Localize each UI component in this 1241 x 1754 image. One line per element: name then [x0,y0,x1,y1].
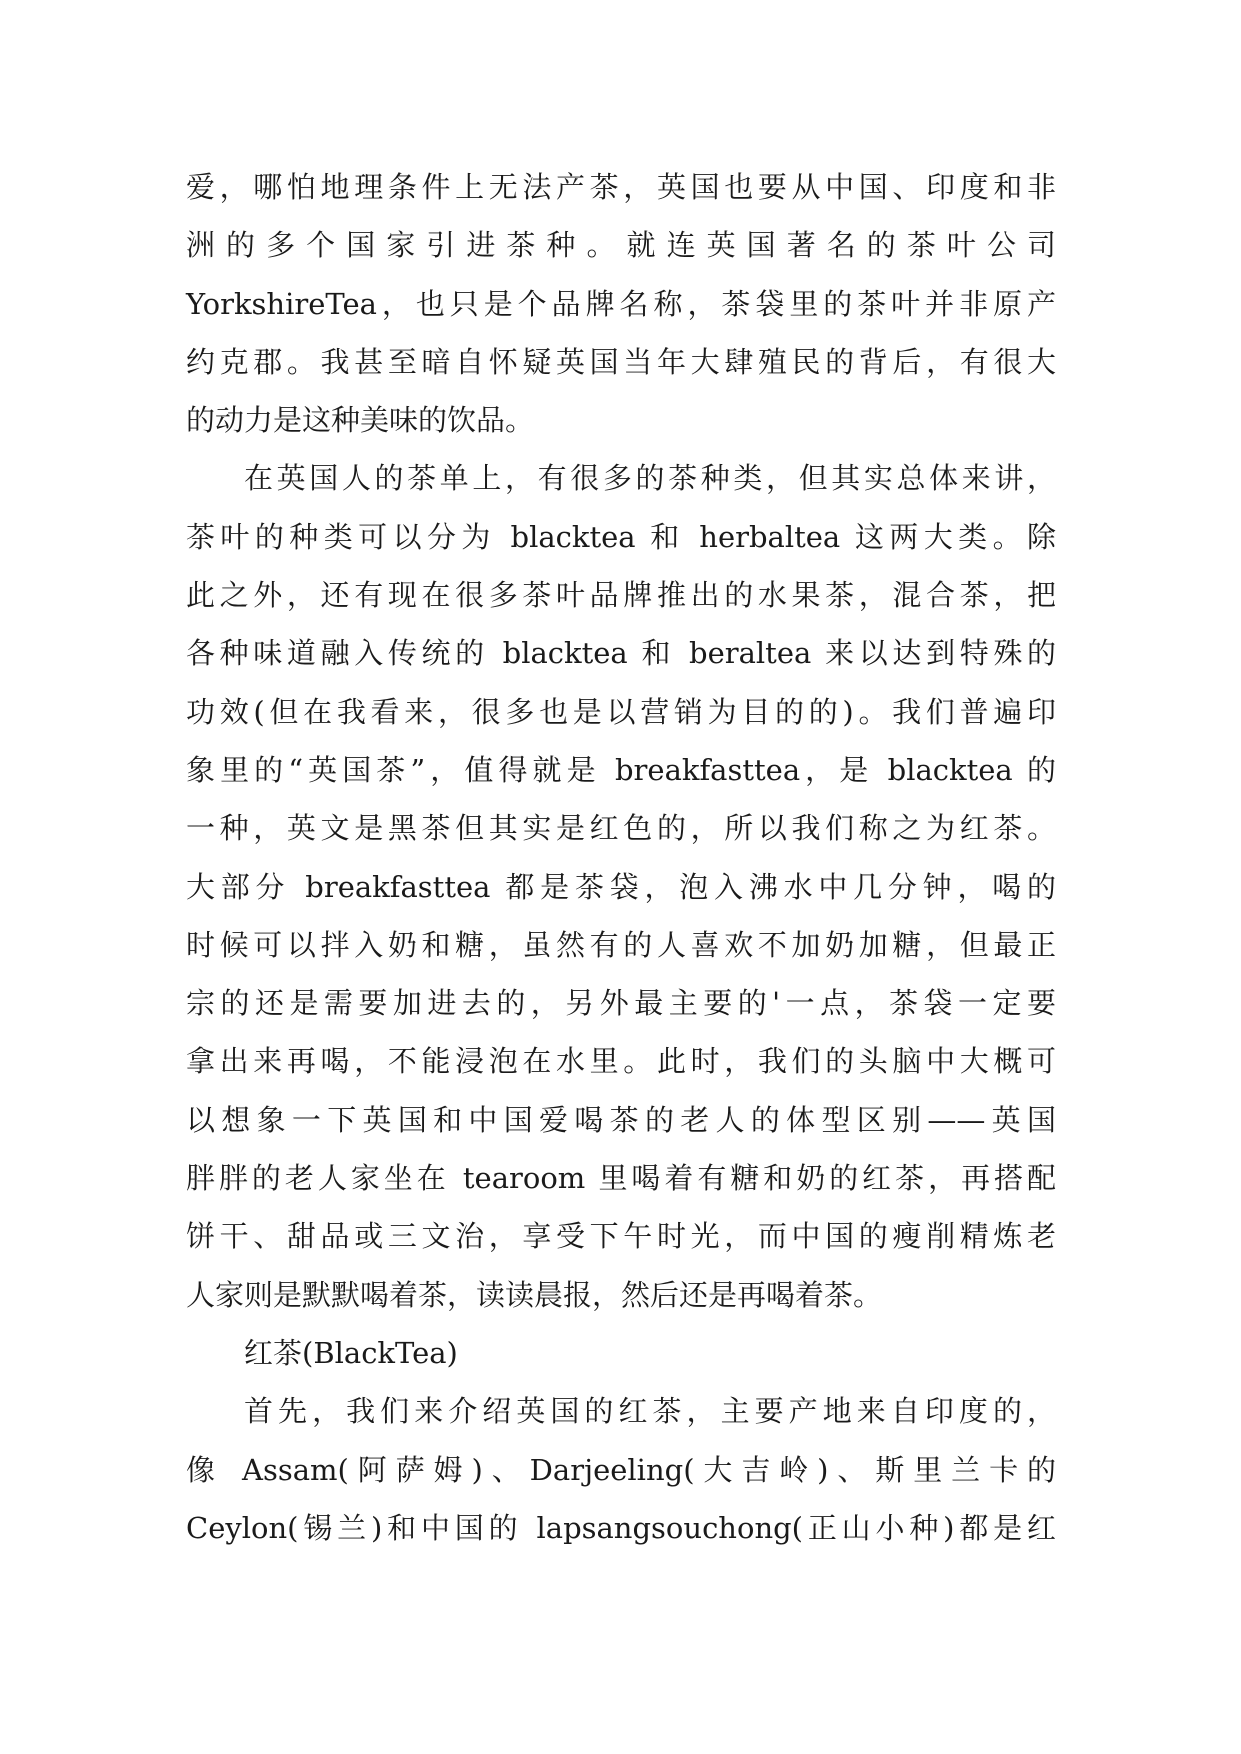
text-line: 以想象一下英国和中国爱喝茶的老人的体型区别——英国 [186,1102,1056,1137]
text-line: YorkshireTea，也只是个品牌名称，茶袋里的茶叶并非原产 [186,286,1056,321]
text-line: 约克郡。我甚至暗自怀疑英国当年大肆殖民的背后，有很大 [186,344,1056,379]
text-line: Ceylon(锡兰)和中国的 lapsangsouchong(正山小种)都是红 [186,1510,1056,1545]
text-line: 红茶(BlackTea) [244,1335,458,1370]
text-line: 时候可以拌入奶和糖，虽然有的人喜欢不加奶加糖，但最正 [186,927,1056,962]
text-line: 功效(但在我看来，很多也是以营销为目的的)。我们普遍印 [186,694,1056,729]
text-line: 一种，英文是黑茶但其实是红色的，所以我们称之为红茶。 [186,811,1056,846]
text-line: 象里的“英国茶”，值得就是 breakfasttea，是 blacktea 的 [186,752,1056,787]
text-line: 饼干、甜品或三文治，享受下午时光，而中国的瘦削精炼老 [186,1219,1056,1254]
text-line: 此之外，还有现在很多茶叶品牌推出的水果茶，混合茶，把 [186,578,1056,613]
text-line: 爱，哪怕地理条件上无法产茶，英国也要从中国、印度和非 [186,170,1056,204]
text-line: 茶叶的种类可以分为 blacktea 和 herbaltea 这两大类。除 [186,519,1056,554]
text-line: 大部分 breakfasttea 都是茶袋，泡入沸水中几分钟，喝的 [186,869,1056,904]
text-line: 拿出来再喝，不能浸泡在水里。此时，我们的头脑中大概可 [186,1044,1056,1079]
text-line: 各种味道融入传统的 blacktea 和 beraltea 来以达到特殊的 [186,636,1056,671]
text-line: 的动力是这种美味的饮品。 [186,403,535,438]
text-line: 在英国人的茶单上，有很多的茶种类，但其实总体来讲， [244,461,1056,496]
text-line: 像 Assam(阿萨姆)、Darjeeling(大吉岭)、斯里兰卡的 [186,1452,1056,1487]
text-line: 宗的还是需要加进去的，另外最主要的'一点，茶袋一定要 [186,986,1056,1021]
text-line: 洲的多个国家引进茶种。就连英国著名的茶叶公司 [186,228,1056,263]
text-line: 胖胖的老人家坐在 tearoom 里喝着有糖和奶的红茶，再搭配 [186,1161,1056,1196]
body-text [186,158,1056,1557]
text-line: 人家则是默默喝着茶，读读晨报，然后还是再喝着茶。 [186,1277,883,1312]
text-line: 首先，我们来介绍英国的红茶，主要产地来自印度的， [244,1394,1056,1429]
